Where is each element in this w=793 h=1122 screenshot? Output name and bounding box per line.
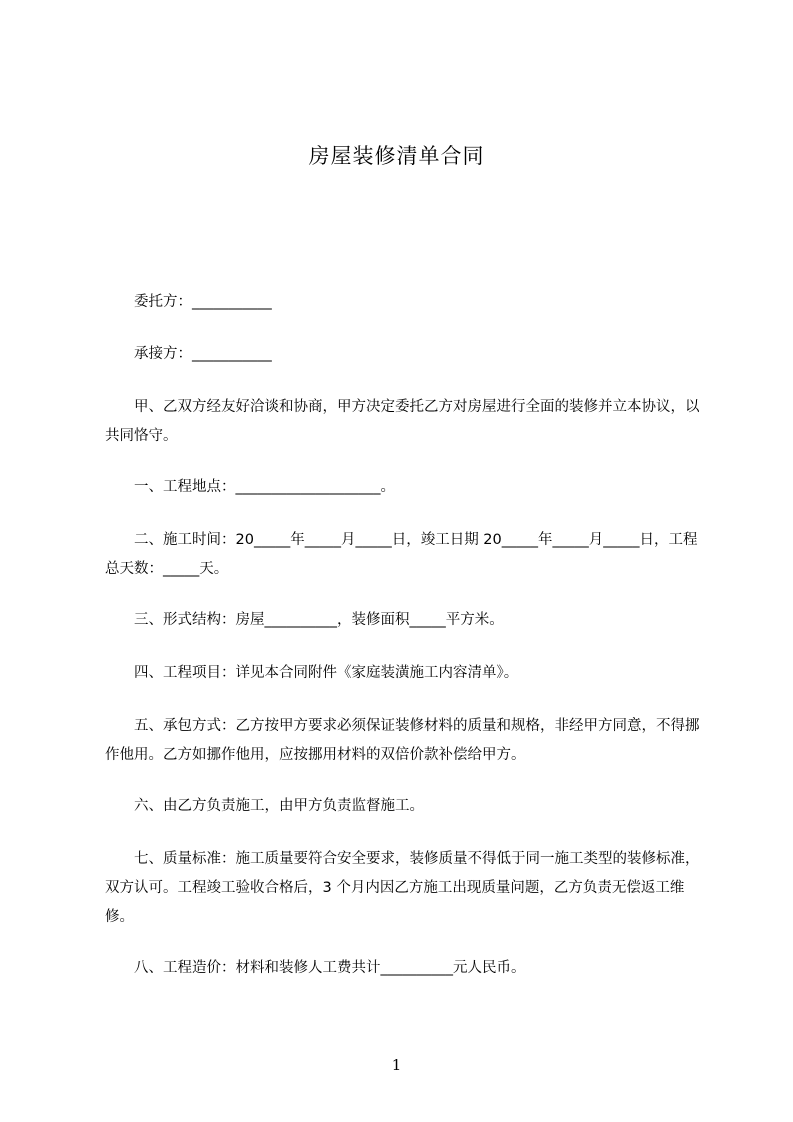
clause-supervision: 六、由乙方负责施工，由甲方负责监督施工。 (105, 798, 424, 814)
clause-structure: 三、形式结构：房屋__________，装修面积_____平方米。 (105, 612, 504, 628)
page-number: 1 (391, 1056, 402, 1074)
intro-paragraph: 甲、乙双方经友好洽谈和协商，甲方决定委托乙方对房屋进行全面的装修并立本协议，以共同恪守。 (105, 399, 700, 444)
contractor-line: 承接方：___________ (105, 346, 272, 362)
clause-location: 一、工程地点：____________________。 (105, 479, 395, 495)
clause-items: 四、工程项目：详见本合同附件《家庭装潢施工内容清单》。 (105, 665, 519, 681)
document-title: 房屋装修清单合同 (308, 144, 485, 168)
clause-schedule: 二、施工时间：20_____年_____月_____日，竣工日期 20_____年_____月_____日，工程总天数：_____天。 (105, 532, 698, 577)
clause-contract-mode: 五、承包方式：乙方按甲方要求必须保证装修材料的质量和规格，非经甲方同意，不得挪作他用。乙方如挪作他用，应按挪用材料的双倍价款补偿给甲方。 (105, 718, 700, 763)
client-line: 委托方：___________ (105, 294, 272, 310)
clause-quality: 七、质量标准：施工质量要符合安全要求，装修质量不得低于同一施工类型的装修标准，双方认可。工程竣工验收合格后，3 个月内因乙方施工出现质量问题，乙方负责无偿返工维修。 (105, 851, 700, 925)
clause-cost: 八、工程造价：材料和装修人工费共计__________元人民币。 (105, 960, 526, 976)
